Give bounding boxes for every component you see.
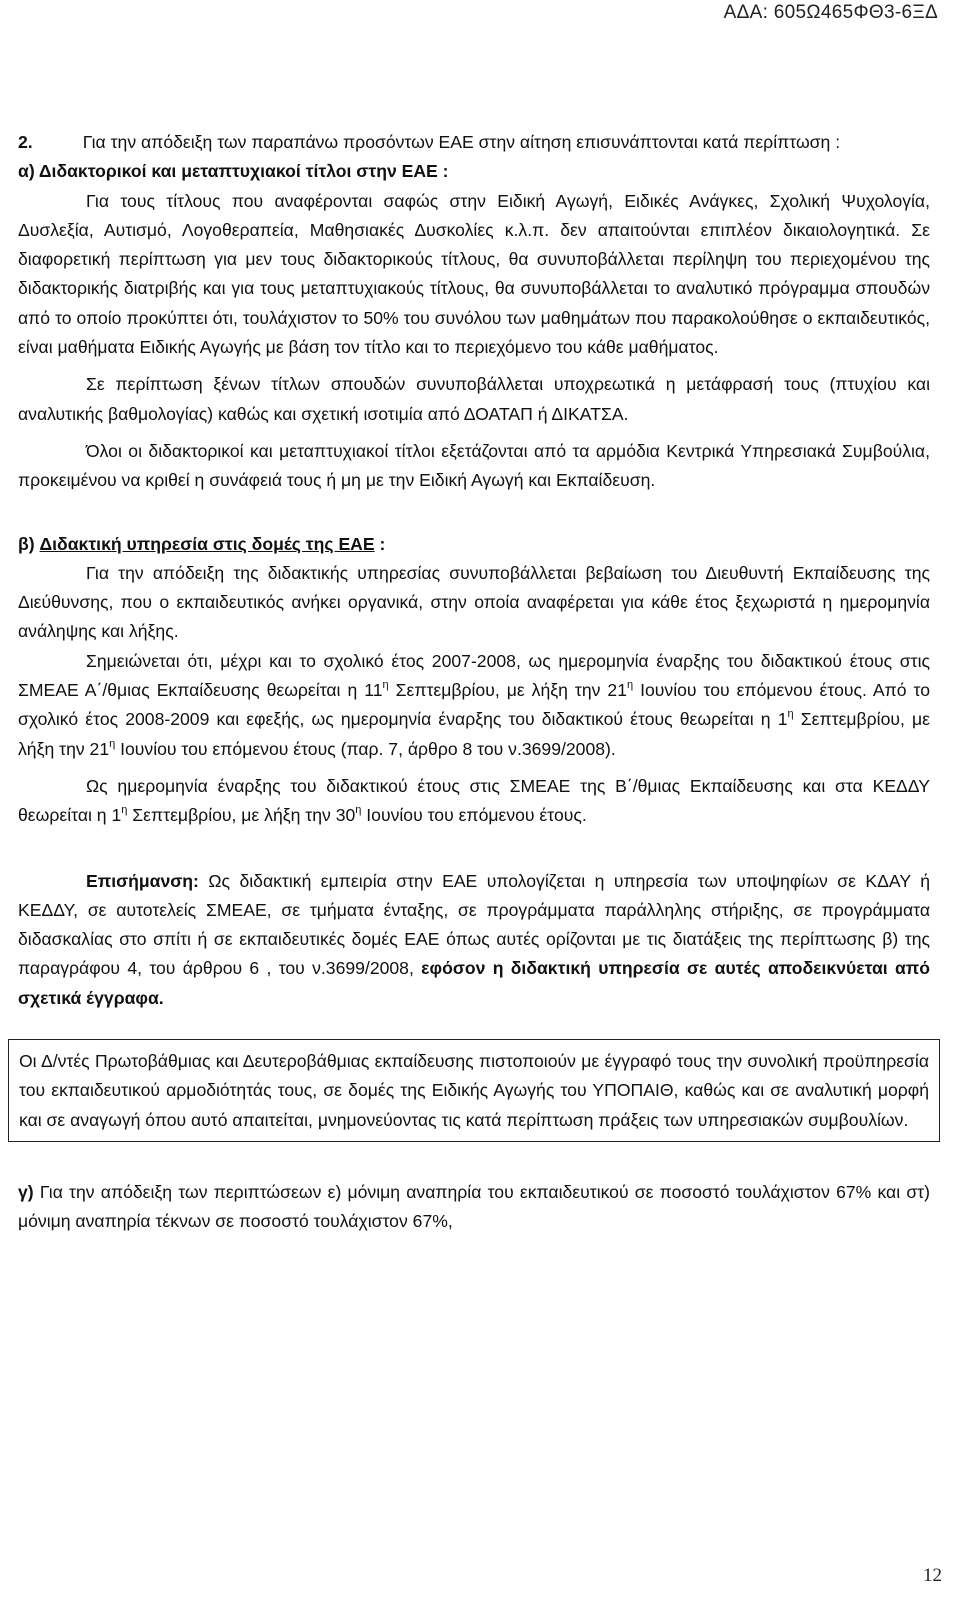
- subsection-a-paragraph-2: Σε περίπτωση ξένων τίτλων σπουδών συνυποβάλλεται υποχρεωτικά η μετάφρασή τους (πτυχίου και αναλυτικής βαθμολογίας) καθώς και σχετική ισοτιμία από ΔΟΑΤΑΠ ή ΔΙΚΑΤΣΑ.: [18, 374, 930, 424]
- boxed-notice: Οι Δ/ντές Πρωτοβάθμιας και Δευτεροβάθμιας εκπαίδευσης πιστοποιούν με έγγραφό τους την συνολική προϋπηρεσία του εκπαιδευτικού αρμοδιότητάς τους, σε δομές της Ειδικής Αγωγής του ΥΠΟΠΑΙΘ, καθώς και σε αναλυτική μορφή και σε αναγωγή όπου αυτό απαιτείται, μνημονεύοντας τις κατά περίπτωση πράξεις των υπηρεσιακών συμβουλίων.: [8, 1039, 940, 1142]
- note-label: Επισήμανση:: [86, 870, 199, 891]
- subsection-b-paragraph-1: Για την απόδειξη της διδακτικής υπηρεσίας συνυποβάλλεται βεβαίωση του Διευθυντή Εκπαίδευσης της Διεύθυνσης, που ο εκπαιδευτικός ανήκει οργανικά, στην οποία αναφέρεται για κάθε έτος ξεχωριστά η ημερομηνία ανάληψης και λήξης.: [18, 562, 930, 642]
- page-number: 12: [923, 1565, 942, 1586]
- note-paragraph: Επισήμανση: Ως διδακτική εμπειρία στην ΕΑΕ υπολογίζεται η υπηρεσία των υποψηφίων σε ΚΔΑΥ ή ΚΕΔΔΥ, σε αυτοτελείς ΣΜΕΑΕ, σε τμήματα ένταξης, σε προγράμματα παράλληλης στήριξης, σε προγράμματα διδασκαλίας στο σπίτι ή σε εκπαιδευτικές δομές ΕΑΕ όπως αυτές ορίζονται με τις διατάξεις της περίπτωσης β) της παραγράφου 4, του άρθρου 6 , του ν.3699/2008, εφόσον η διδακτική υπηρεσία σε αυτές αποδεικνύεται από σχετικά έγγραφα.: [18, 870, 930, 1008]
- subsection-c-prefix: γ): [18, 1181, 34, 1202]
- document-body: [18, 128, 930, 1237]
- subsection-b-paragraph-3: Ως ημερομηνία έναρξης του διδακτικού έτους στις ΣΜΕΑΕ της Β΄/θμιας Εκπαίδευσης και στα ΚΕΔΔΥ θεωρείται η $1^\eta$ Σεπτεμβρίου, με λήξη την $30^\eta$ Ιουνίου του επόμενου έτους.: [18, 775, 930, 826]
- section-2-intro: [18, 128, 930, 157]
- subsection-b-paragraph-2: Σημειώνεται ότι, μέχρι και το σχολικό έτος 2007-2008, ως ημερομηνία έναρξης του διδακτικού έτους στις ΣΜΕΑΕ Α΄/θμιας Εκπαίδευσης θεωρείται η $11^\eta$ Σεπτεμβρίου, με λήξη την $21^\eta$ Ιουνίου του επόμενου έτους. Από το σχολικό έτος 2008-2009 και εφεξής, ως ημερομηνία έναρξης του διδακτικού έτους θεωρείται η $1^\eta$ Σεπτεμβρίου, με λήξη την $21^\eta$ Ιουνίου του επόμενου έτους (παρ. 7, άρθρο 8 του ν.3699/2008).: [18, 650, 930, 759]
- subsection-a-paragraph-1: Για τους τίτλους που αναφέρονται σαφώς στην Ειδική Αγωγή, Ειδικές Ανάγκες, Σχολική Ψυχολογία, Δυσλεξία, Αυτισμό, Λογοθεραπεία, Μαθησιακές Δυσκολίες κ.λ.π. δεν απαιτούνται επιπλέον δικαιολογητικά. Σε διαφορετική περίπτωση για μεν τους διδακτορικούς τίτλους, θα συνυποβάλλεται περίληψη του περιεχομένου της διδακτορικής διατριβής και για τους μεταπτυχιακούς τίτλους, θα συνυποβάλλεται το αναλυτικό πρόγραμμα σπουδών από το οποίο προκύπτει ότι, τουλάχιστον το 50% του συνόλου των μαθημάτων που παρακολούθησε ο εκπαιδευτικός, είναι μαθήματα Ειδικής Αγωγής με βάση τον τίτλο και το περιεχόμενο του κάθε μαθήματος.: [18, 190, 930, 358]
- subsection-a-paragraph-3: Όλοι οι διδακτορικοί και μεταπτυχιακοί τίτλοι εξετάζονται από τα αρμόδια Κεντρικά Υπηρεσιακά Συμβούλια, προκειμένου να κριθεί η συνάφειά τους ή μη με την Ειδική Αγωγή και Εκπαίδευση.: [18, 440, 930, 491]
- subsection-a-heading: α) Διδακτορικοί και μεταπτυχιακοί τίτλοι στην ΕΑΕ :: [18, 161, 449, 182]
- document-ada-code: ΑΔΑ: 605Ω465ΦΘ3-6ΞΔ: [723, 2, 938, 23]
- section-number: 2.: [18, 132, 33, 152]
- subsection-b-prefix: β): [18, 533, 35, 554]
- subsection-c-paragraph: γ) Για την απόδειξη των περιπτώσεων ε) μόνιμη αναπηρία του εκπαιδευτικού σε ποσοστό τουλάχιστον 67% και στ) μόνιμη αναπηρία τέκνων σε ποσοστό τουλάχιστον 67%,: [18, 1181, 930, 1232]
- subsection-b-heading: β) Διδακτική υπηρεσία στις δομές της ΕΑΕ :: [18, 533, 386, 554]
- section-2-intro-text: Για την απόδειξη των παραπάνω προσόντων ΕΑΕ στην αίτηση επισυνάπτονται κατά περίπτωση :: [82, 132, 841, 152]
- subsection-b-title: Διδακτική υπηρεσία στις δομές της ΕΑΕ: [39, 533, 375, 554]
- note-bold-text: εφόσον η διδακτική υπηρεσία σε αυτές αποδεικνύεται από σχετικά έγγραφα.: [18, 958, 930, 1008]
